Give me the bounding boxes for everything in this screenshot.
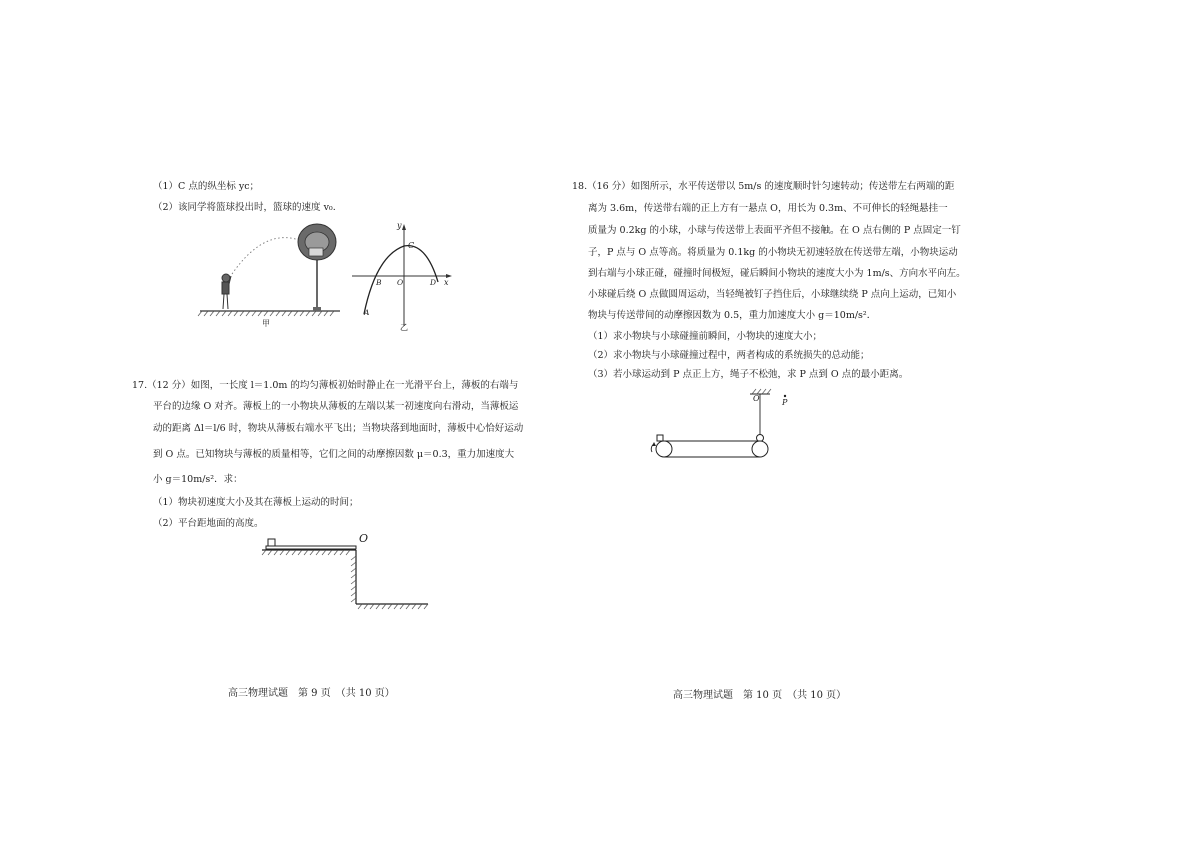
point-o-label: O: [359, 532, 369, 545]
q17-line-1: 17.（12 分）如图，一长度 l＝1.0m 的均匀薄板初始时静止在一光滑平台上，薄板的右端与: [132, 380, 519, 391]
q18-part-3: （3）若小球运动到 P 点正上方，绳子不松弛，求 P 点到 O 点的最小距离。: [588, 369, 909, 380]
axis-x-label: x: [444, 278, 449, 287]
left-footer: 高三物理试题 第 9 页 （共 10 页）: [228, 688, 395, 699]
player-figure: [222, 274, 231, 309]
figure-16-jia: [196, 220, 344, 332]
point-a-label: A: [364, 308, 370, 317]
q18-line-2: 离为 3.6m，传送带右端的正上方有一悬点 O，用长为 0.3m、不可伸长的轻绳悬挂一: [588, 203, 948, 214]
q18-line-1: 18.（16 分）如图所示，水平传送带以 5m/s 的速度顺时针匀速转动；传送带左右两端的距: [572, 181, 955, 192]
figure-17: [258, 530, 434, 610]
figure-16-yi: [348, 222, 454, 332]
point-c-label: C: [408, 241, 415, 250]
q16-part-2: （2）该同学将篮球投出时，篮球的速度 v₀.: [153, 202, 336, 213]
q18-line-6: 小球碰后绕 O 点做圆周运动，当轻绳被钉子挡住后，小球继续绕 P 点向上运动，已知小: [588, 289, 957, 300]
point-o-label: O: [397, 278, 404, 287]
right-footer: 高三物理试题 第 10 页 （共 10 页）: [673, 690, 847, 701]
q18-line-3: 质量为 0.2kg 的小球，小球与传送带上表面平齐但不接触。在 O 点右侧的 P 点固定一钉: [588, 225, 961, 236]
q18-line-7: 物块与传送带间的动摩擦因数为 0.5，重力加速度大小 g＝10m/s²．: [588, 310, 877, 321]
point-o-label: O: [753, 394, 760, 403]
point-p-label: P: [782, 398, 788, 407]
figure-18: [640, 386, 790, 466]
q18-line-4: 子，P 点与 O 点等高。将质量为 0.1kg 的小物块无初速轻放在传送带左端，小物块运动: [588, 247, 958, 258]
q17-part-1: （1）物块初速度大小及其在薄板上运动的时间；: [153, 497, 359, 508]
label-yi: 乙: [400, 323, 408, 332]
point-b-label: B: [376, 278, 382, 287]
q17-line-5: 小 g＝10m/s²．求：: [153, 474, 243, 485]
q18-part-2: （2）求小物块与小球碰撞过程中，两者构成的系统损失的总动能；: [588, 350, 870, 361]
label-jia: 甲: [262, 319, 270, 328]
point-d-label: D: [430, 278, 437, 287]
q17-line-4: 到 O 点。已知物块与薄板的质量相等，它们之间的动摩擦因数 μ＝0.3，重力加速度大: [153, 449, 515, 460]
q16-part-1: （1）C 点的纵坐标 yc；: [153, 181, 260, 192]
q17-part-2: （2）平台距地面的高度。: [153, 518, 264, 529]
q18-line-5: 到右端与小球正碰，碰撞时间极短，碰后瞬间小物块的速度大小为 1m/s、方向水平向左。: [588, 268, 966, 279]
q18-part-1: （1）求小物块与小球碰撞前瞬间，小物块的速度大小；: [588, 331, 823, 342]
q17-line-3: 动的距离 Δl＝l/6 时，物块从薄板右端水平飞出；当物块落到地面时，薄板中心恰好运动: [153, 423, 524, 434]
q17-line-2: 平台的边缘 O 对齐。薄板上的一小物块从薄板的左端以某一初速度向右滑动，当薄板运: [153, 401, 519, 412]
axis-y-label: y: [397, 222, 402, 230]
